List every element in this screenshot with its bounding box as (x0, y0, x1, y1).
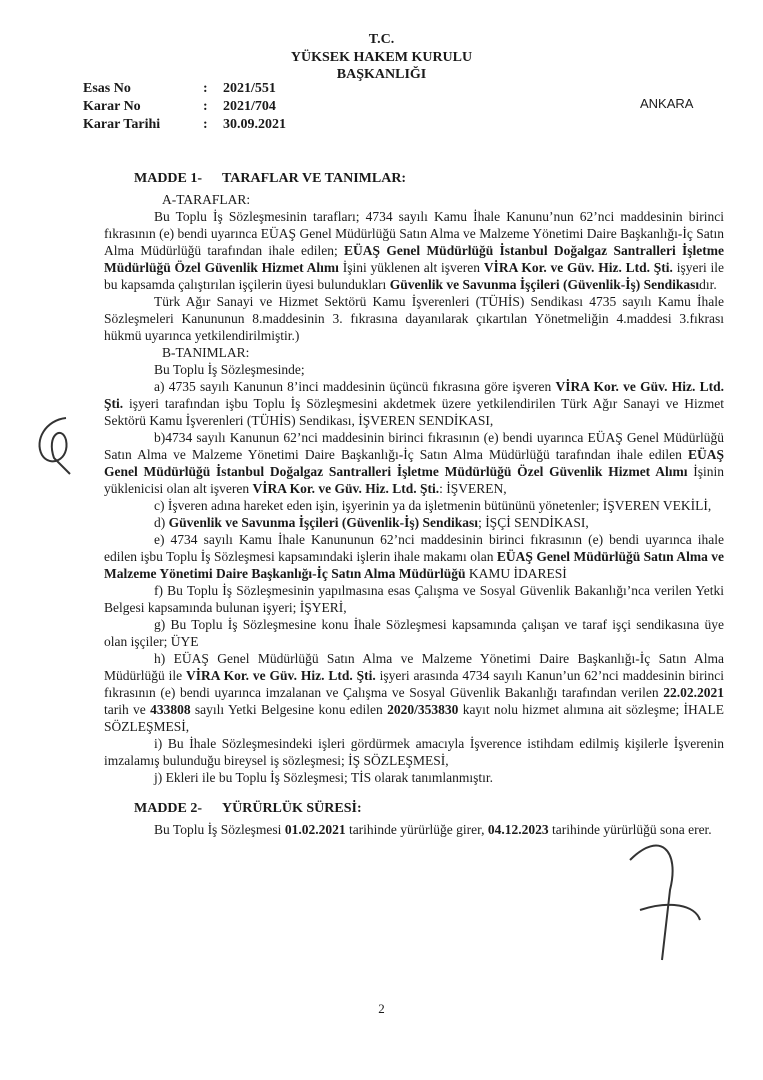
paragraph: Bu Toplu İş Sözleşmesinin tarafları; 4734 sayılı Kamu İhale Kanunu’nun 62’nci maddesinin birinci fıkrasının (e) bendi uyarınca EÜAŞ Genel Müdürlüğü Satın Alma ve Malzeme Yönetimi Daire Başkanlığı-İç Satın Alma Müdürlüğü tarafından ihale edilen; EÜAŞ Genel Müdürlüğü İstanbul Doğalgaz Santralleri İşletme Müdürlüğü Özel Güvenlik Hizmet Alımı İşini yüklenen alt işveren VİRA Kor. ve Güv. Hiz. Ltd. Şti. işyeri ile bu kapsamda çalıştırılan işçilerin üyesi bulundukları Güvenlik ve Savunma İşçileri (Güvenlik-İş) Sendikasıdır. (104, 209, 724, 292)
handwritten-initial (26, 410, 86, 480)
meta-value: 30.09.2021 (223, 117, 286, 132)
definition-g: g) Bu Toplu İş Sözleşmesine konu İhale Sözleşmesi kapsamında çalışan ve taraf işçi sendikasına üye olan işçiler; ÜYE (104, 617, 724, 649)
meta-row: Karar Tarihi : 30.09.2021 (83, 117, 286, 132)
meta-key: Esas No (83, 81, 131, 96)
definition-b: b)4734 sayılı Kanunun 62’nci maddesinin birinci fıkrasının (e) bendi uyarınca EÜAŞ Genel Müdürlüğü Satın Alma ve Malzeme Yönetimi Daire Başkanlığı-İç Satın Alma Müdürlüğü tarafından ihale edilen EÜAŞ Genel Müdürlüğü İstanbul Doğalgaz Santralleri İşletme Müdürlüğü Özel Güvenlik Hizmet Alımı İşinin yüklenicisi olan alt işveren VİRA Kor. ve Güv. Hiz. Ltd. Şti.: İŞVEREN, (104, 430, 724, 496)
article-title: TARAFLAR VE TANIMLAR: (222, 171, 407, 186)
article-1-heading (134, 170, 724, 187)
definition-c: c) İşveren adına hareket eden işin, işyerinin ya da işletmenin bütününü yönetenler; İŞVEREN VEKİLİ, (154, 498, 712, 513)
meta-key: Karar No (83, 99, 141, 114)
paragraph: Bu Toplu İş Sözleşmesi 01.02.2021 tarihinde yürürlüğe girer, 04.12.2023 tarihinde yürürlüğü sona erer. (154, 822, 712, 837)
meta-value: 2021/704 (223, 99, 276, 114)
paragraph: Bu Toplu İş Sözleşmesinde; (154, 362, 305, 377)
definition-e: e) 4734 sayılı Kamu İhale Kanununun 62’nci maddesinin birinci fıkrasının (e) bendi uyarınca ihale edilen işbu Toplu İş Sözleşmesi kapsamındaki işlerin ihale makamı olan EÜAŞ Genel Müdürlüğü Satın Alma ve Malzeme Yönetimi Daire Başkanlığı-İç Satın Alma Müdürlüğü KAMU İDARESİ (104, 532, 724, 581)
definition-h: h) EÜAŞ Genel Müdürlüğü Satın Alma ve Malzeme Yönetimi Daire Başkanlığı-İç Satın Alma Müdürlüğü ile VİRA Kor. ve Güv. Hiz. Ltd. Şti. işyeri arasında 4734 sayılı Kanun’un 62’nci maddesinin birinci fıkrasının (e) bendi uyarınca imzalanan ve Çalışma ve Sosyal Güvenlik Bakanlığı tarafından verilen 22.02.2021 tarih ve 433808 sayılı Yetki Belgesine konu edilen 2020/353830 kayıt nolu hizmet alımına ait sözleşme; İHALE SÖZLEŞMESİ, (104, 651, 725, 734)
header-tc: T.C. (368, 32, 395, 47)
definition-j: j) Ekleri ile bu Toplu İş Sözleşmesi; TİS olarak tanımlanmıştır. (154, 770, 494, 785)
article-2-heading (134, 800, 724, 817)
meta-row: Esas No : 2021/551 (83, 81, 276, 96)
section-b-title: B-TANIMLAR: (162, 345, 250, 360)
header-presidency: BAŞKANLIĞI (336, 67, 427, 82)
city: ANKARA (640, 96, 694, 111)
definition-i: i) Bu İhale Sözleşmesindeki işleri gördürmek amacıyla İşverence istihdam edilmiş kişilerle İşverenin imzalamış bulunduğu bireysel iş sözleşmesi; İŞ SÖZLEŞMESİ, (104, 736, 724, 768)
paragraph: Türk Ağır Sanayi ve Hizmet Sektörü Kamu İşverenleri (TÜHİS) Sendikası 4735 sayılı Kamu İhale Sözleşmeleri Kanununun 8.maddesinin 3. fıkrasına dayanılarak çıkartılan Yönetmeliğin 4.maddesi 3.fıkrası hükmü uyarınca yetkilendirilmiştir.) (104, 294, 724, 343)
definition-f: f) Bu Toplu İş Sözleşmesinin yapılmasına esas Çalışma ve Sosyal Güvenlik Bakanlığı’nca verilen Yetki Belgesi kapsamında bulunan işyeri; İŞYERİ, (104, 583, 724, 615)
meta-key: Karar Tarihi (83, 117, 161, 132)
article-number: MADDE 1- (134, 171, 203, 186)
case-meta (83, 80, 286, 134)
page-number: 2 (378, 1001, 385, 1016)
definition-d: d) Güvenlik ve Savunma İşçileri (Güvenlik-İş) Sendikası; İŞÇİ SENDİKASI, (154, 515, 589, 530)
article-title: YÜRÜRLÜK SÜRESİ: (222, 801, 362, 816)
meta-value: 2021/551 (223, 81, 276, 96)
signature (600, 820, 710, 970)
header-court: YÜKSEK HAKEM KURULU (290, 50, 473, 65)
meta-row: Karar No : 2021/704 (83, 99, 276, 114)
section-a-title: A-TARAFLAR: (162, 192, 251, 207)
document-body (104, 170, 724, 838)
article-number: MADDE 2- (134, 801, 203, 816)
definition-a: a) 4735 sayılı Kanunun 8’inci maddesinin üçüncü fıkrasına göre işveren VİRA Kor. ve Güv. Hiz. Ltd. Şti. işyeri tarafından işbu Toplu İş Sözleşmesini akdetmek üzere yetkilendirilen Türk Ağır Sanayi ve Hizmet Sektörü Kamu İşverenleri (TÜHİS) Sendikası, İŞVEREN SENDİKASI, (104, 379, 724, 428)
